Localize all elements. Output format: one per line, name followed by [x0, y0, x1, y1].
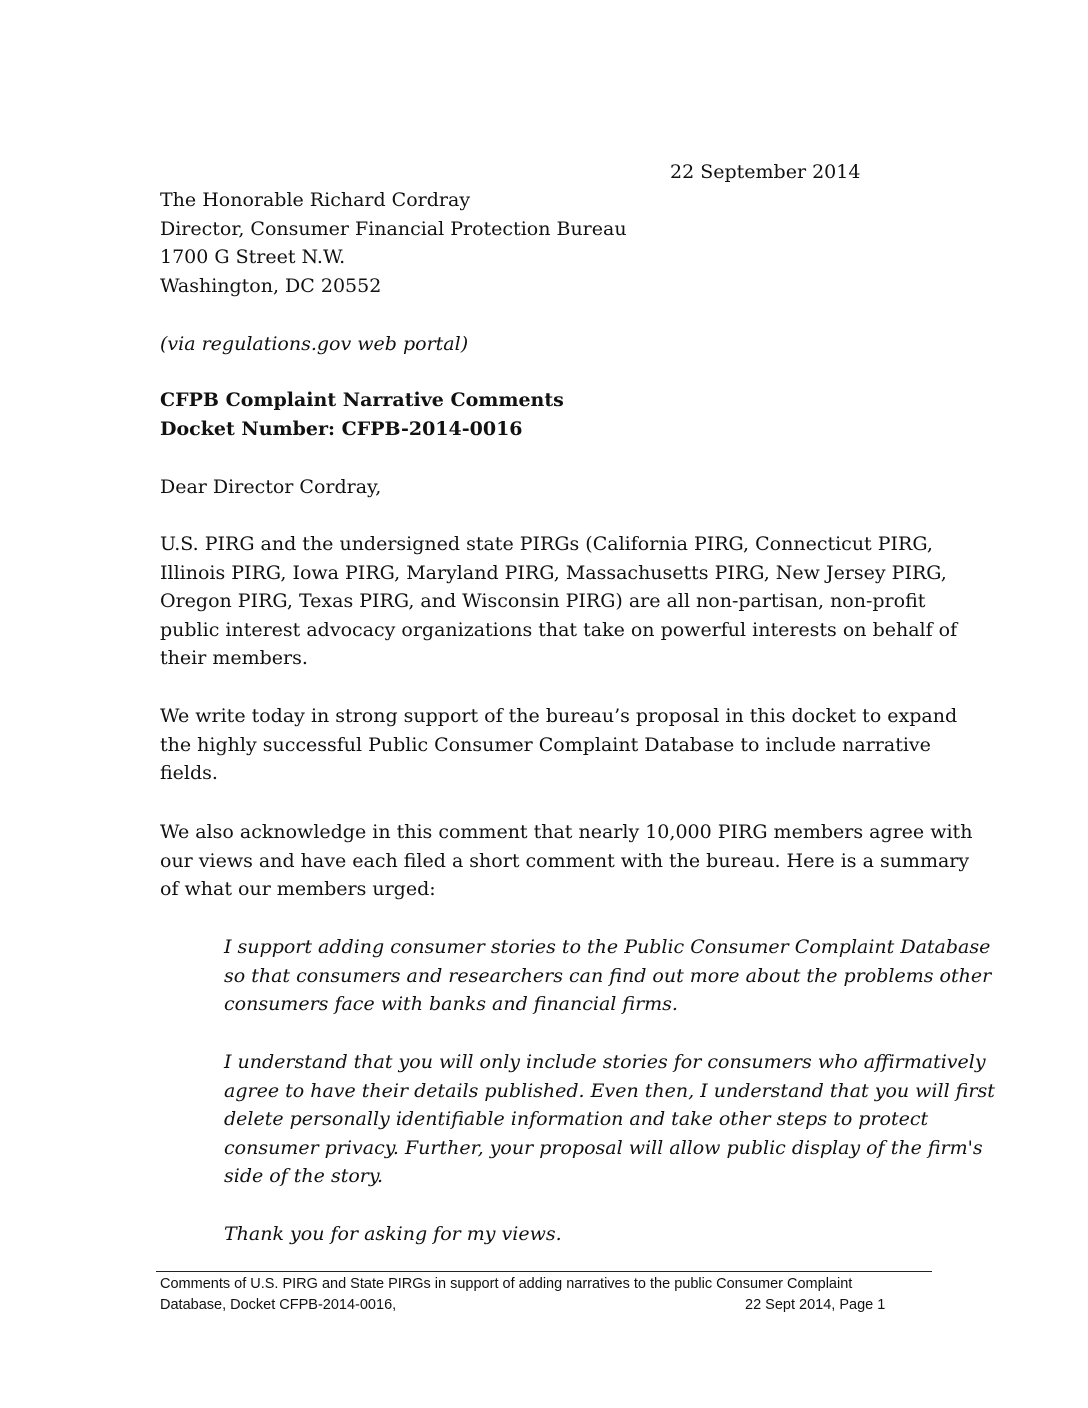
- subject-heading: [160, 386, 930, 443]
- recipient-title: Director, Consumer Financial Protection Bureau: [160, 217, 627, 240]
- paragraph-line: Illinois PIRG, Iowa PIRG, Maryland PIRG, Massachusetts PIRG, New Jersey PIRG,: [160, 561, 947, 584]
- body-paragraph: [160, 530, 958, 673]
- quoted-comment-paragraph: [224, 933, 992, 1019]
- recipient-city: Washington, DC 20552: [160, 274, 382, 297]
- body-paragraph: [160, 818, 973, 904]
- quote-line: consumers face with banks and financial firms.: [224, 993, 678, 1016]
- letter-date: 22 September 2014: [670, 161, 861, 183]
- quote-line: I support adding consumer stories to the Public Consumer Complaint Database: [224, 936, 991, 958]
- footer-page-number: 22 Sept 2014, Page 1: [745, 1297, 886, 1313]
- quote-line: side of the story.: [224, 1165, 384, 1188]
- page-footer: [160, 1274, 930, 1316]
- quote-line: delete personally identifiable information and take other steps to protect: [224, 1108, 929, 1131]
- paragraph-line: our views and have each filed a short comment with the bureau. Here is a summary: [160, 849, 970, 872]
- body-paragraph: [160, 702, 958, 788]
- paragraph-line: of what our members urged:: [160, 878, 436, 901]
- recipient-address: [160, 186, 930, 300]
- paragraph-line: U.S. PIRG and the undersigned state PIRGs (California PIRG, Connecticut PIRG,: [160, 533, 933, 555]
- salutation: Dear Director Cordray,: [160, 476, 382, 498]
- quoted-comment-paragraph: [224, 1048, 995, 1191]
- quote-line: so that consumers and researchers can find out more about the problems other: [224, 964, 992, 987]
- paragraph-line: We also acknowledge in this comment that nearly 10,000 PIRG members agree with: [160, 821, 973, 843]
- recipient-name: The Honorable Richard Cordray: [160, 189, 471, 211]
- delivery-note: (via regulations.gov web portal): [160, 333, 469, 355]
- quote-line: Thank you for asking for my views.: [224, 1223, 562, 1245]
- paragraph-line: their members.: [160, 647, 308, 670]
- quoted-comment-paragraph: [224, 1220, 944, 1249]
- quote-line: consumer privacy. Further, your proposal will allow public display of the firm's: [224, 1136, 983, 1159]
- subject-title: CFPB Complaint Narrative Comments: [160, 389, 564, 411]
- footer-docket: Database, Docket CFPB-2014-0016,: [160, 1297, 397, 1313]
- footer-divider: [156, 1271, 932, 1272]
- paragraph-line: public interest advocacy organizations that take on powerful interests on behalf of: [160, 618, 958, 641]
- paragraph-line: We write today in strong support of the bureau’s proposal in this docket to expand: [160, 705, 958, 727]
- recipient-street: 1700 G Street N.W.: [160, 246, 346, 269]
- docket-number: Docket Number: CFPB-2014-0016: [160, 417, 523, 440]
- paragraph-line: the highly successful Public Consumer Complaint Database to include narrative: [160, 733, 931, 756]
- quote-line: agree to have their details published. Even then, I understand that you will first: [224, 1079, 995, 1102]
- paragraph-line: fields.: [160, 762, 218, 785]
- quote-line: I understand that you will only include stories for consumers who affirmatively: [224, 1051, 986, 1073]
- paragraph-line: Oregon PIRG, Texas PIRG, and Wisconsin PIRG) are all non-partisan, non-profit: [160, 590, 926, 613]
- footer-row: [160, 1295, 930, 1316]
- footer-line: Comments of U.S. PIRG and State PIRGs in support of adding narratives to the public Consumer Complaint: [160, 1276, 853, 1292]
